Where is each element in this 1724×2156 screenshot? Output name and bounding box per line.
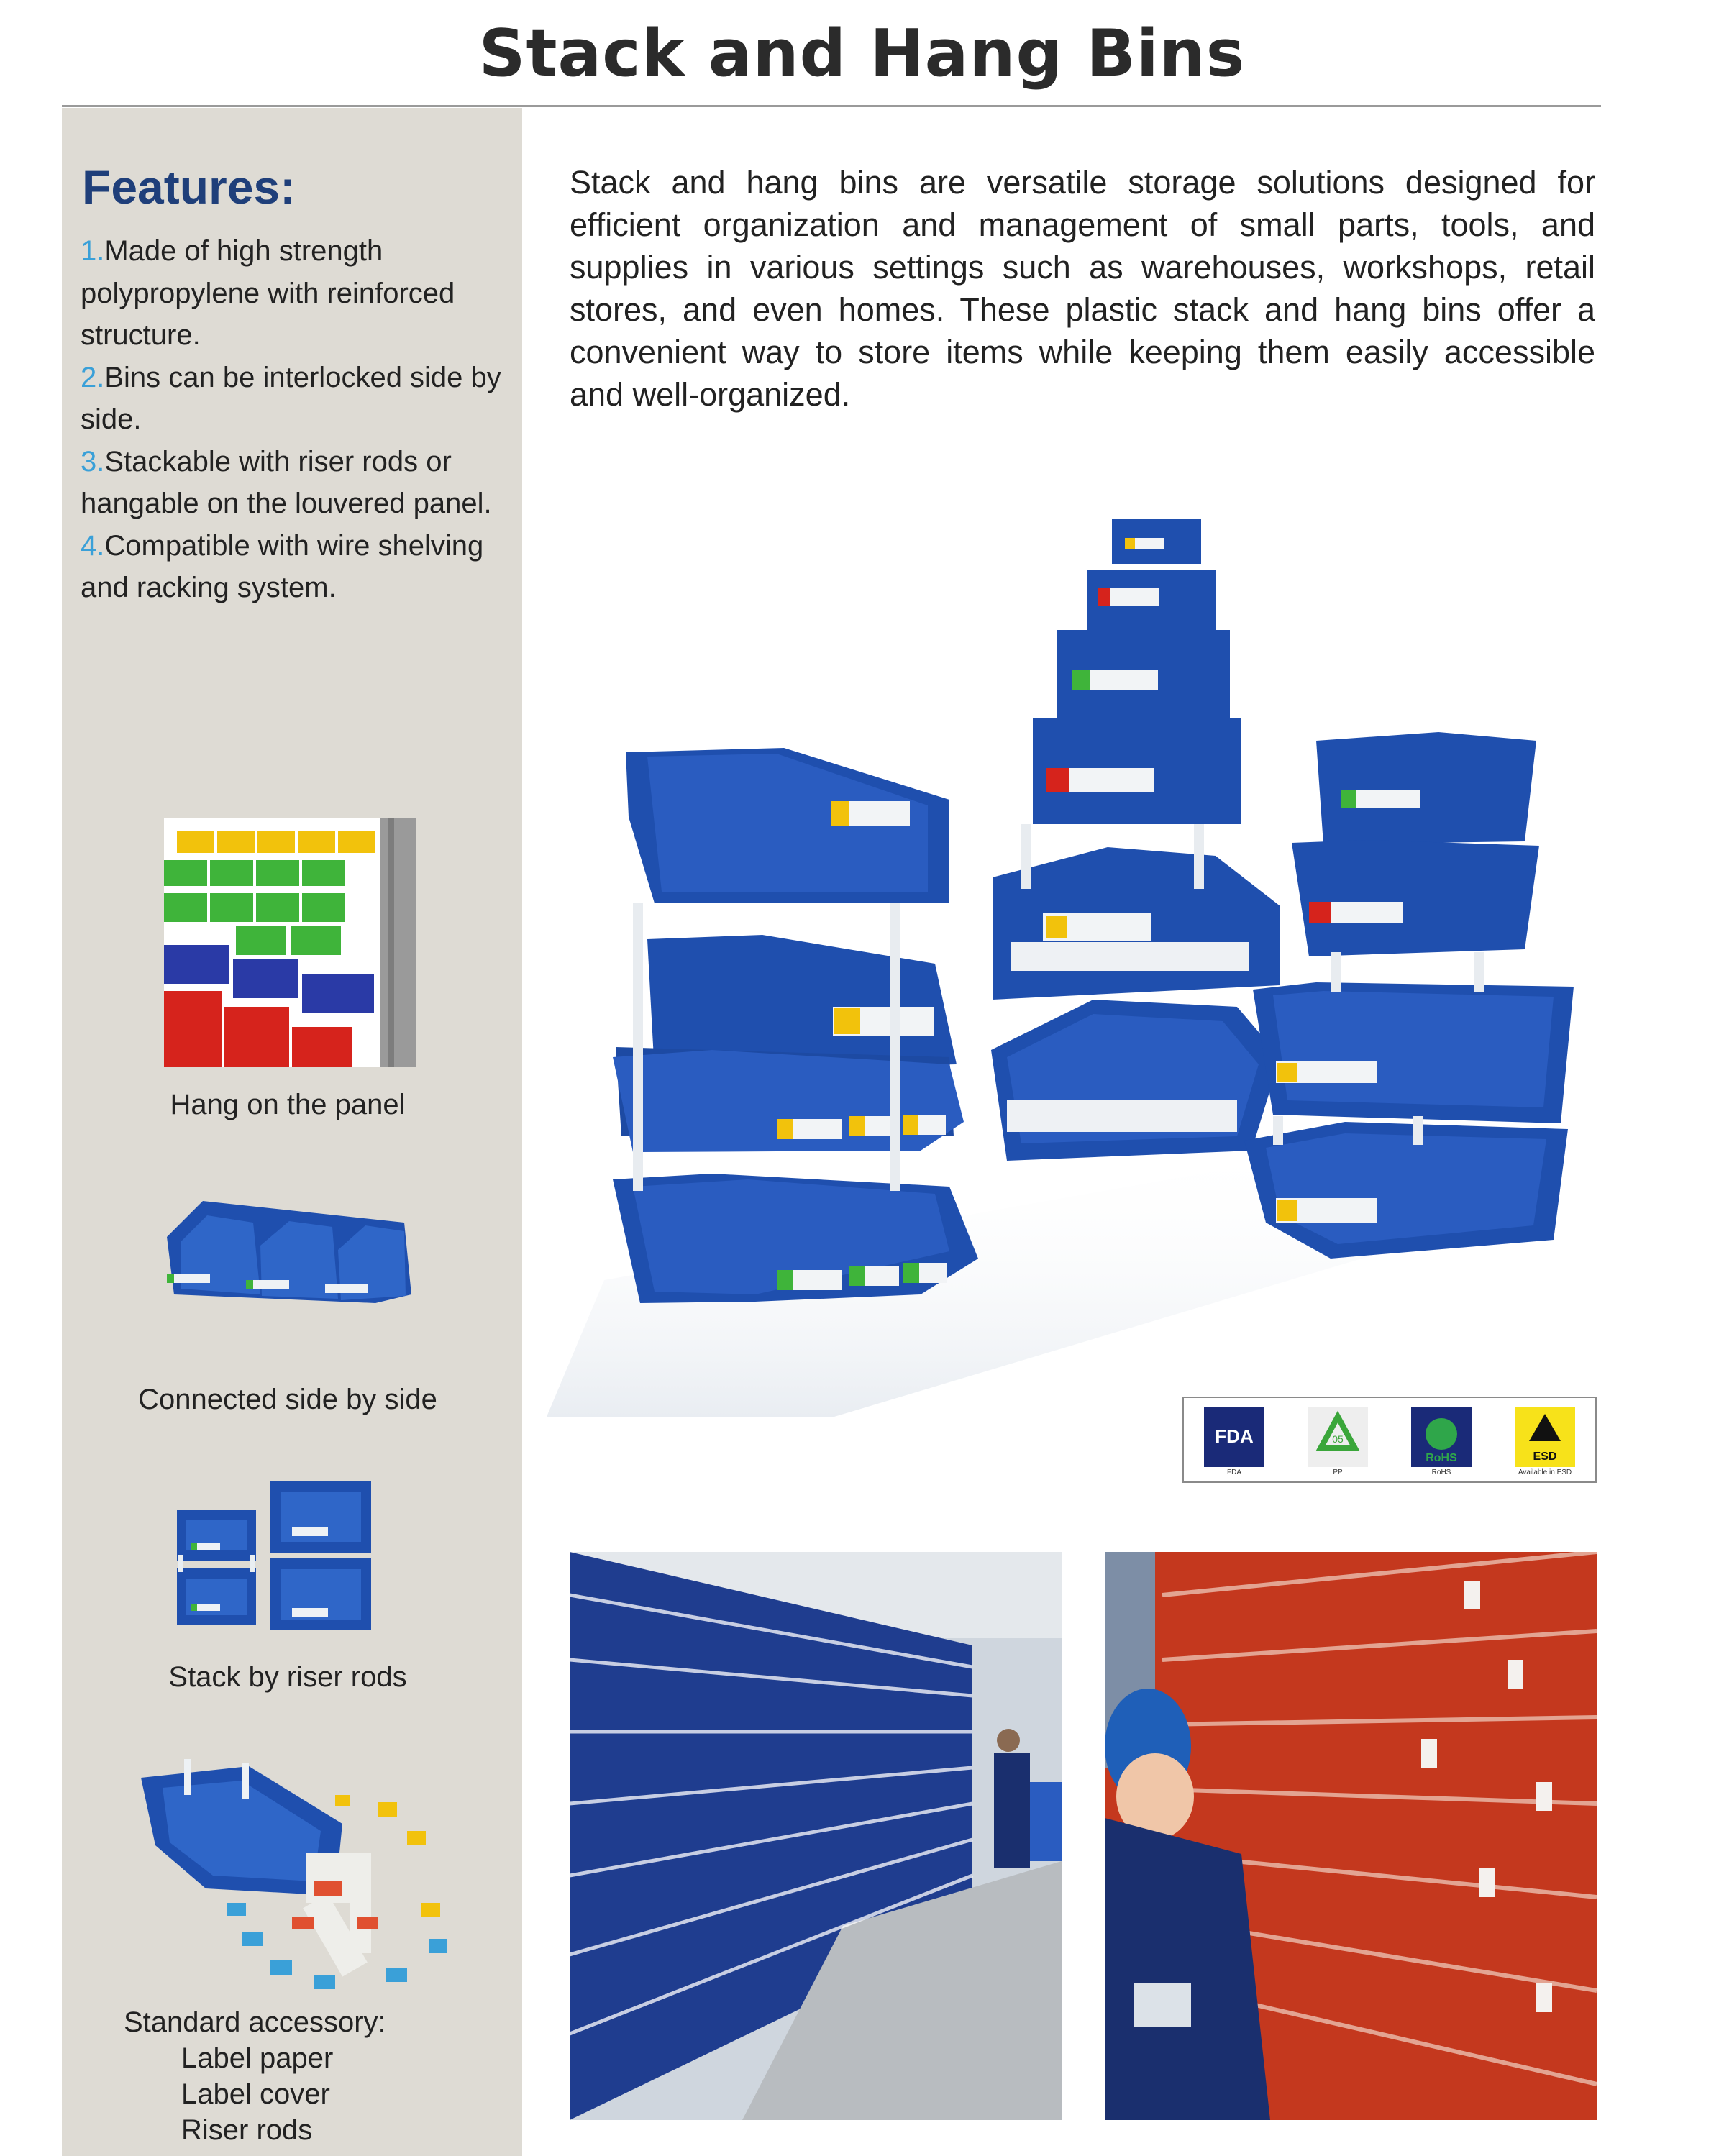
svg-text:ESD: ESD	[1533, 1451, 1557, 1463]
esd-icon	[1515, 1407, 1575, 1467]
feature-item: 2.Bins can be interlocked side by side.	[81, 361, 501, 435]
accessory-title: Standard accessory:	[124, 2006, 386, 2038]
cert-label: Available in ESD	[1518, 1468, 1572, 1476]
features-heading: Features:	[82, 160, 296, 214]
cert-label: PP	[1333, 1468, 1343, 1476]
recycle-pp-icon	[1308, 1407, 1368, 1467]
features-list	[81, 230, 505, 609]
accessories-image	[141, 1759, 457, 2004]
cert-label: RoHS	[1431, 1468, 1451, 1476]
warehouse-blue-bins-photo	[570, 1552, 1062, 2120]
riser-stack-caption: Stack by riser rods	[168, 1661, 407, 1693]
feature-item: 3.Stackable with riser rods or hangable on the louvered panel.	[81, 445, 492, 519]
page-title: Stack and Hang Bins	[478, 16, 1246, 91]
fda-icon	[1204, 1407, 1264, 1467]
side-by-side-caption: Connected side by side	[138, 1384, 437, 1415]
feature-item: 4.Compatible with wire shelving and racking system.	[81, 529, 484, 603]
svg-text:RoHS: RoHS	[1426, 1452, 1457, 1464]
svg-text:FDA: FDA	[1215, 1425, 1254, 1447]
intro-paragraph: Stack and hang bins are versatile storage solutions designed for efficient organization and management of small parts, tools, and supplies in various settings such as warehouses, workshops, retail stores, and even homes. These plastic stack and hang bins offer a convenient way to store items while keeping them easily accessible and well-organized.	[570, 164, 1595, 413]
hang-panel-caption: Hang on the panel	[170, 1089, 406, 1120]
accessory-item: Riser rods	[181, 2114, 313, 2146]
hang-panel-image	[164, 818, 416, 1067]
riser-stack-image	[170, 1474, 386, 1632]
accessory-item: Label paper	[181, 2042, 334, 2074]
cert-label: FDA	[1227, 1468, 1241, 1476]
feature-item: 1.Made of high strength polypropylene with reinforced structure.	[81, 235, 455, 351]
title-divider	[62, 105, 1601, 107]
warehouse-red-bins-photo	[1105, 1552, 1597, 2120]
hero-bins-image	[547, 503, 1597, 1424]
side-by-side-image	[152, 1194, 419, 1309]
rohs-icon	[1411, 1407, 1472, 1467]
svg-text:05: 05	[1332, 1433, 1344, 1445]
certification-strip	[1182, 1397, 1597, 1483]
accessory-item: Label cover	[181, 2078, 330, 2110]
